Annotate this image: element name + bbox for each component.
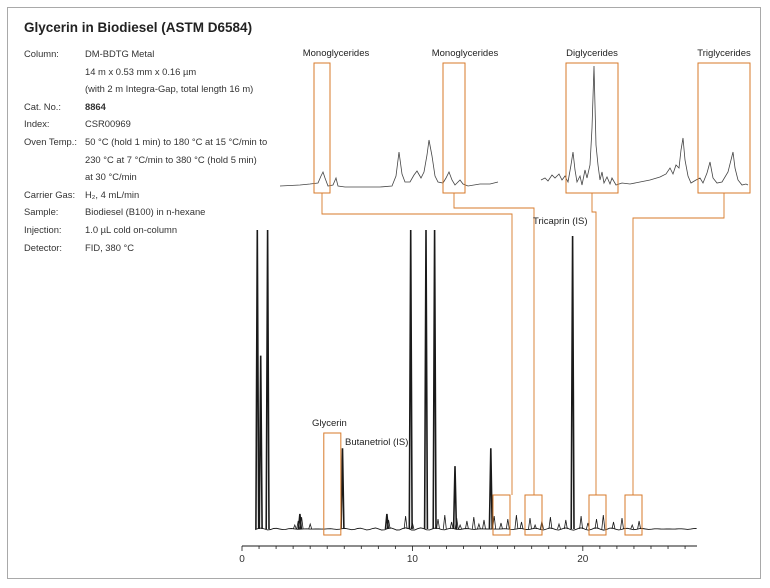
minor-peak: [621, 518, 624, 529]
param-key: Oven Temp.:: [24, 135, 77, 147]
inset-label: Triglycerides: [697, 48, 751, 59]
param-key: Injection:: [24, 223, 62, 235]
param-key: Cat. No.:: [24, 100, 61, 112]
minor-peak: [437, 519, 440, 529]
butanetriol-label: Butanetriol (IS): [345, 437, 409, 448]
minor-peak: [465, 521, 468, 529]
param-value: 50 °C (hold 1 min) to 180 °C at 15 °C/min to: [85, 135, 268, 147]
minor-peak: [483, 520, 486, 529]
param-value: H₂, 4 mL/min: [85, 188, 140, 200]
x-axis-tick-label: 10: [406, 554, 418, 565]
peak: [266, 230, 269, 529]
minor-peak: [404, 516, 407, 529]
param-key: Index:: [24, 118, 50, 130]
inset-label: Monoglycerides: [431, 48, 499, 59]
param-value: Biodiesel (B100) in n-hexane: [85, 206, 206, 218]
minor-peak: [459, 525, 462, 529]
minor-peak: [595, 519, 598, 529]
param-value: at 30 °C/min: [85, 171, 137, 183]
minor-peak: [472, 517, 475, 529]
param-value: 14 m x 0.53 mm x 0.16 µm: [85, 65, 197, 77]
peak: [299, 514, 302, 529]
peak: [425, 230, 428, 529]
trace-layer: [256, 230, 697, 530]
param-value: DM-BDTG Metal: [85, 48, 155, 59]
param-key: Carrier Gas:: [24, 188, 76, 200]
figure-title: Glycerin in Biodiesel (ASTM D6584): [24, 20, 253, 35]
peak: [454, 466, 457, 529]
param-value: 8864: [85, 100, 106, 112]
peak: [341, 448, 344, 529]
peak: [409, 230, 412, 529]
connector-line: [633, 193, 724, 495]
minor-peak: [477, 524, 480, 529]
peak: [489, 448, 492, 529]
connector-lines: [322, 193, 724, 495]
peak: [256, 230, 259, 529]
glycerin-label: Glycerin: [312, 418, 347, 429]
param-value: FID, 380 °C: [85, 241, 135, 253]
minor-peak: [293, 525, 296, 529]
minor-peak: [612, 522, 615, 529]
minor-peak: [309, 524, 312, 529]
connector-line: [322, 193, 512, 495]
x-axis: [239, 546, 697, 565]
connector-line: [454, 193, 534, 495]
peak: [571, 236, 574, 529]
inset-label: Monoglycerides: [302, 48, 370, 59]
highlight-layer: [314, 63, 750, 535]
minor-peak: [500, 523, 503, 529]
param-value: (with 2 m Integra-Gap, total length 16 m): [85, 83, 254, 95]
x-axis-tick-label: 20: [577, 554, 589, 565]
minor-peak: [515, 515, 518, 529]
minor-peak: [443, 515, 446, 529]
minor-peak: [549, 517, 552, 529]
param-key: Sample:: [24, 206, 59, 218]
annotation-labels: [303, 48, 751, 448]
inset-label: Diglycerides: [566, 48, 618, 59]
minor-peak: [638, 521, 641, 529]
inset-box: [698, 63, 750, 193]
inset-box: [443, 63, 465, 193]
x-axis-tick-label: 0: [239, 554, 245, 565]
minor-peak: [558, 524, 561, 529]
param-key: Column:: [24, 48, 59, 59]
peak: [386, 514, 389, 529]
param-value: 230 °C at 7 °C/min to 380 °C (hold 5 min): [85, 153, 257, 165]
peak: [259, 356, 262, 529]
param-value: 1.0 µL cold on-column: [85, 223, 178, 235]
minor-peak: [631, 525, 634, 529]
tricaprin-label: Tricaprin (IS): [533, 216, 588, 227]
inset-panels: [280, 66, 748, 187]
minor-peak: [506, 519, 509, 529]
param-value: CSR00969: [85, 118, 131, 130]
minor-peak: [529, 518, 532, 529]
baseline-trace: [256, 528, 697, 530]
peak: [433, 230, 436, 529]
minor-peak: [602, 515, 605, 529]
inset-trace-glycerides: [541, 66, 748, 185]
glycerin-box: [324, 433, 341, 535]
connector-line: [592, 193, 596, 495]
minor-peak: [580, 516, 583, 529]
minor-peak: [520, 522, 523, 529]
param-key: Detector:: [24, 241, 63, 253]
